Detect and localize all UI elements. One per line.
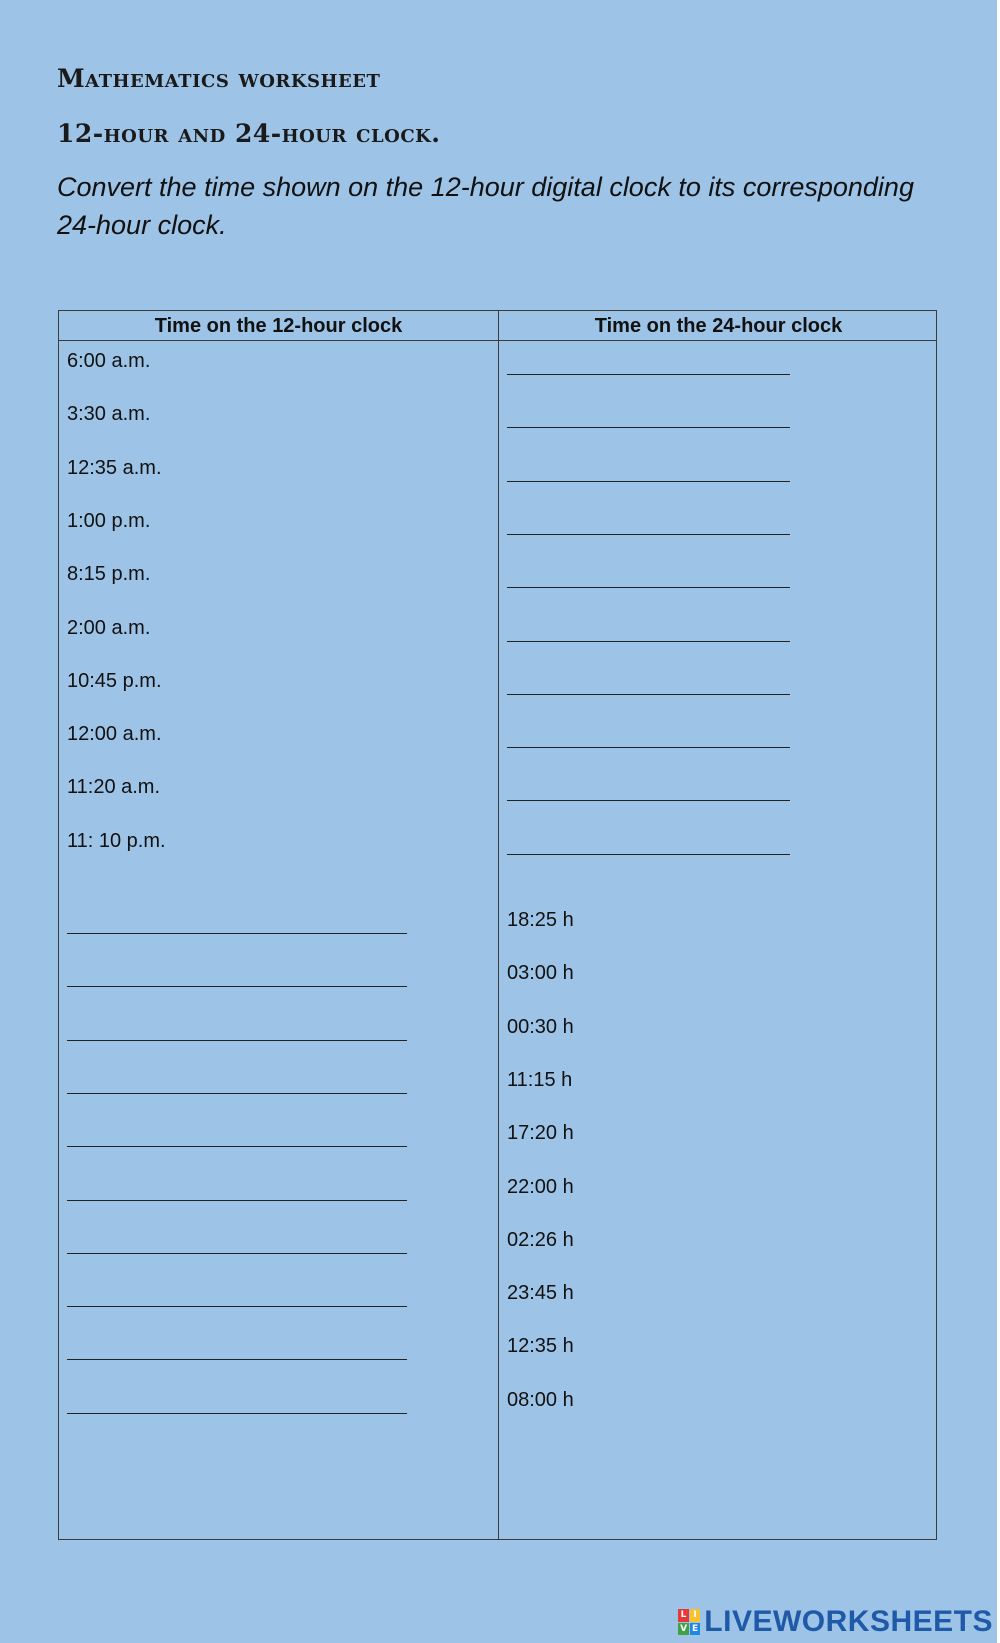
liveworksheets-logo <box>678 1605 993 1639</box>
time-12h-given: 11: 10 p.m. <box>67 829 166 852</box>
answer-24h-blank[interactable] <box>507 641 790 642</box>
logo-text: LIVEWORKSHEETS <box>704 1605 993 1638</box>
answer-12h-blank[interactable] <box>67 1253 407 1254</box>
answer-12h-blank[interactable] <box>67 1093 407 1094</box>
answer-12h-blank[interactable] <box>67 986 407 987</box>
answer-24h-blank[interactable] <box>507 747 790 748</box>
answer-24h-blank[interactable] <box>507 481 790 482</box>
column-divider <box>498 311 499 1539</box>
answer-24h-blank[interactable] <box>507 427 790 428</box>
answer-24h-blank[interactable] <box>507 374 790 375</box>
conversion-table <box>58 310 937 1540</box>
time-12h-given: 12:00 a.m. <box>67 723 162 746</box>
answer-12h-blank[interactable] <box>67 1306 407 1307</box>
answer-24h-blank[interactable] <box>507 534 790 535</box>
time-12h-given: 11:20 a.m. <box>67 776 161 799</box>
time-24h-given: 22:00 h <box>507 1175 574 1198</box>
answer-24h-blank[interactable] <box>507 800 790 801</box>
answer-12h-blank[interactable] <box>67 1200 407 1201</box>
time-24h-given: 11:15 h <box>507 1068 573 1091</box>
answer-24h-blank[interactable] <box>507 587 790 588</box>
answer-12h-blank[interactable] <box>67 1040 407 1041</box>
answer-12h-blank[interactable] <box>67 1359 407 1360</box>
answer-24h-blank[interactable] <box>507 854 790 855</box>
liveworksheets-logo-icon <box>678 1609 700 1635</box>
time-12h-given: 8:15 p.m. <box>67 563 151 586</box>
answer-12h-blank[interactable] <box>67 1146 407 1147</box>
time-24h-given: 03:00 h <box>507 962 574 985</box>
logo-letter-tile: L <box>678 1609 689 1622</box>
instruction-text: Convert the time shown on the 12-hour digital clock to its corresponding 24-hour clock. <box>57 172 914 240</box>
time-12h-given: 1:00 p.m. <box>67 509 151 532</box>
time-24h-given: 18:25 h <box>507 909 574 931</box>
time-12h-given: 2:00 a.m. <box>67 616 151 639</box>
time-24h-given: 12:35 h <box>507 1335 574 1358</box>
answer-24h-blank[interactable] <box>507 694 790 695</box>
worksheet-subtitle: 12-hour and 24-hour clock. <box>57 119 441 148</box>
answer-12h-blank[interactable] <box>67 1413 407 1414</box>
header-divider <box>59 340 936 341</box>
answer-12h-blank[interactable] <box>67 933 407 934</box>
time-24h-given: 17:20 h <box>507 1122 574 1145</box>
time-24h-given: 00:30 h <box>507 1015 574 1038</box>
time-12h-given: 12:35 a.m. <box>67 456 162 479</box>
time-12h-given: 10:45 p.m. <box>67 669 162 692</box>
time-12h-given: 6:00 a.m. <box>67 350 151 372</box>
time-24h-given: 08:00 h <box>507 1388 574 1411</box>
header-12-hour: Time on the 12-hour clock <box>154 315 403 337</box>
logo-letter-tile: E <box>690 1623 701 1636</box>
time-12h-given: 3:30 a.m. <box>67 403 151 426</box>
time-24h-given: 02:26 h <box>507 1228 574 1251</box>
time-24h-given: 23:45 h <box>507 1282 574 1305</box>
worksheet-title: Mathematics worksheet <box>57 64 381 93</box>
logo-letter-tile: I <box>690 1609 701 1622</box>
header-24-hour: Time on the 24-hour clock <box>594 315 843 337</box>
logo-letter-tile: V <box>680 1623 688 1634</box>
